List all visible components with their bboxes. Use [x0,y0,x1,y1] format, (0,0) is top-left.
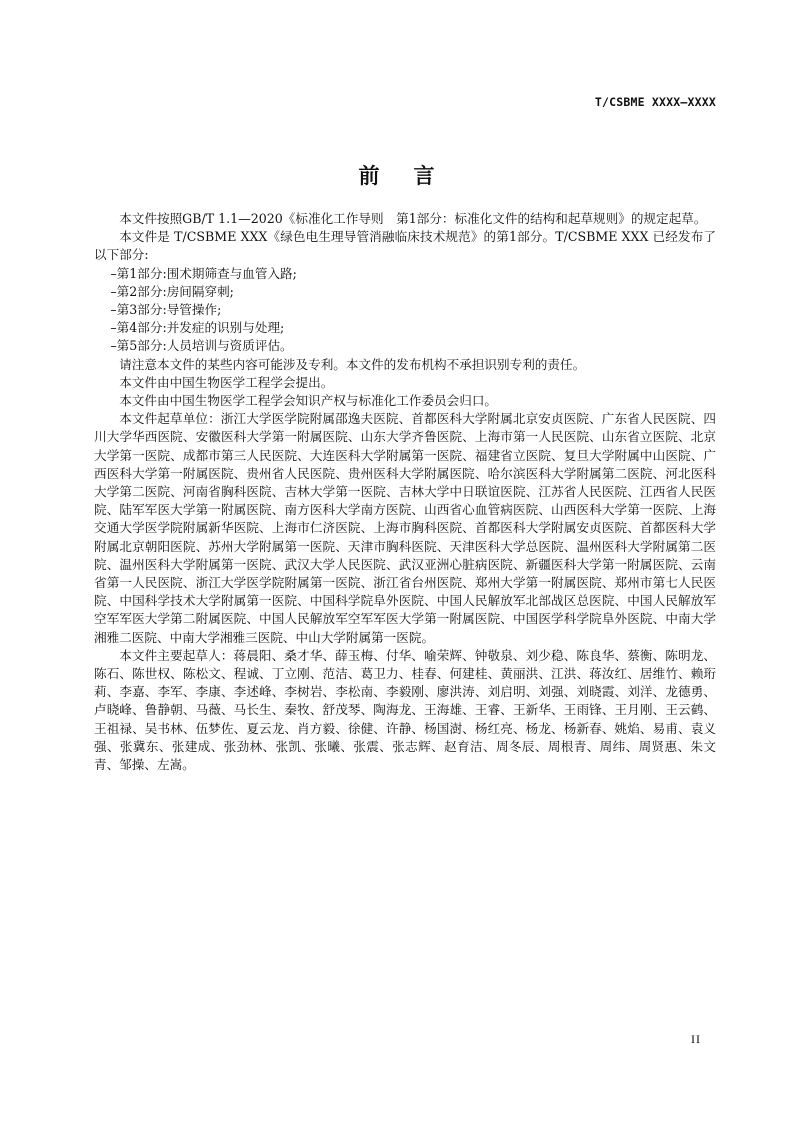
page-number: II [691,1032,701,1046]
paragraph-proposer: 本文件由中国生物医学工程学会提出。 [119,374,334,390]
part-item: –第2部分:房间隔穿刺; [110,283,234,299]
part-item: –第3部分:导管操作; [110,302,222,318]
part-item: –第5部分:人员培训与资质评估。 [110,338,293,354]
paragraph-drafters: 本文件主要起草人：蒋晨阳、桑才华、薛玉梅、付华、喻荣辉、钟敬泉、刘少稳、陈良华、蔡衡、陈明龙、陈石、陈世权、陈松文、程诚、丁立刚、范洁、葛卫力、桂春、何建桂、黄丽洪、江洪、蒋汝红、居维竹、赖珩莉、李嘉、李军、李康、李述峰、李树岩、李松南、李毅刚、廖洪涛、刘启明、刘强、刘晓霞、刘洋、龙德勇、卢晓峰、鲁静朝、马薇、马长生、秦牧、舒茂琴、陶海龙、王海雄、王睿、王新华、王雨锋、王月刚、王云鹤、王祖禄、吴书林、伍梦佐、夏云龙、肖方毅、徐健、许静、杨国澍、杨红亮、杨龙、杨新春、姚焰、易甫、袁义强、张冀东、张建成、张劲林、张凯、张曦、张震、张志辉、赵育洁、周冬辰、周根青、周纬、周贤惠、朱文青、邹操、左嵩。 [94,647,716,773]
page-title: 前言 [358,164,469,188]
paragraph-committee: 本文件由中国生物医学工程学会知识产权与标准化工作委员会归口。 [119,393,497,409]
foreword-body [94,210,716,774]
part-item: –第4部分:并发症的识别与处理; [110,320,285,336]
paragraph-patent-notice: 请注意本文件的某些内容可能涉及专利。本文件的发布机构不承担识别专利的责任。 [119,356,586,372]
paragraph-drafting-units: 本文件起草单位：浙江大学医学院附属邵逸夫医院、首都医科大学附属北京安贞医院、广东省人民医院、四川大学华西医院、安徽医科大学第一附属医院、山东大学齐鲁医院、上海市第一人民医院、山东省立医院、北京大学第一医院、成都市第三人民医院、大连医科大学附属第一医院、福建省立医院、复旦大学附属中山医院、广西医科大学第一附属医院、贵州省人民医院、贵州医科大学附属医院、哈尔滨医科大学附属第二医院、河北医科大学第二医院、河南省胸科医院、吉林大学第一医院、吉林大学中日联谊医院、江苏省人民医院、江西省人民医院、陆军军医大学第一附属医院、南方医科大学南方医院、山西省心血管病医院、山西医科大学第一医院、上海交通大学医学院附属新华医院、上海市仁济医院、上海市胸科医院、首都医科大学附属安贞医院、首都医科大学附属北京朝阳医院、苏州大学附属第一医院、天津市胸科医院、天津医科大学总医院、温州医科大学附属第二医院、温州医科大学附属第一医院、武汉大学人民医院、武汉亚洲心脏病医院、新疆医科大学第一附属医院、云南省第一人民医院、浙江大学医学院附属第一医院、浙江省台州医院、郑州大学第一附属医院、郑州市第七人民医院、中国科学技术大学附属第一医院、中国科学院阜外医院、中国人民解放军北部战区总医院、中国人民解放军空军军医大学第二附属医院、中国人民解放军空军军医大学第一附属医院、中国医学科学院阜外医院、中南大学湘雅二医院、中南大学湘雅三医院、中山大学附属第一医院。 [94,411,716,645]
standard-code: T/CSBME XXXX—XXXX [594,95,716,109]
part-item: –第1部分:围术期筛查与血管入路; [110,265,297,281]
paragraph-drafting-rules: 本文件按照GB/T 1.1—2020《标准化工作导则 第1部分：标准化文件的结构和起草规则》的规定起草。 [119,211,707,226]
paragraph-series-intro: 本文件是 T/CSBME XXX《绿色电生理导管消融临床技术规范》的第1部分。T/CSBME XXX 已经发布了以下部分: [94,229,716,263]
